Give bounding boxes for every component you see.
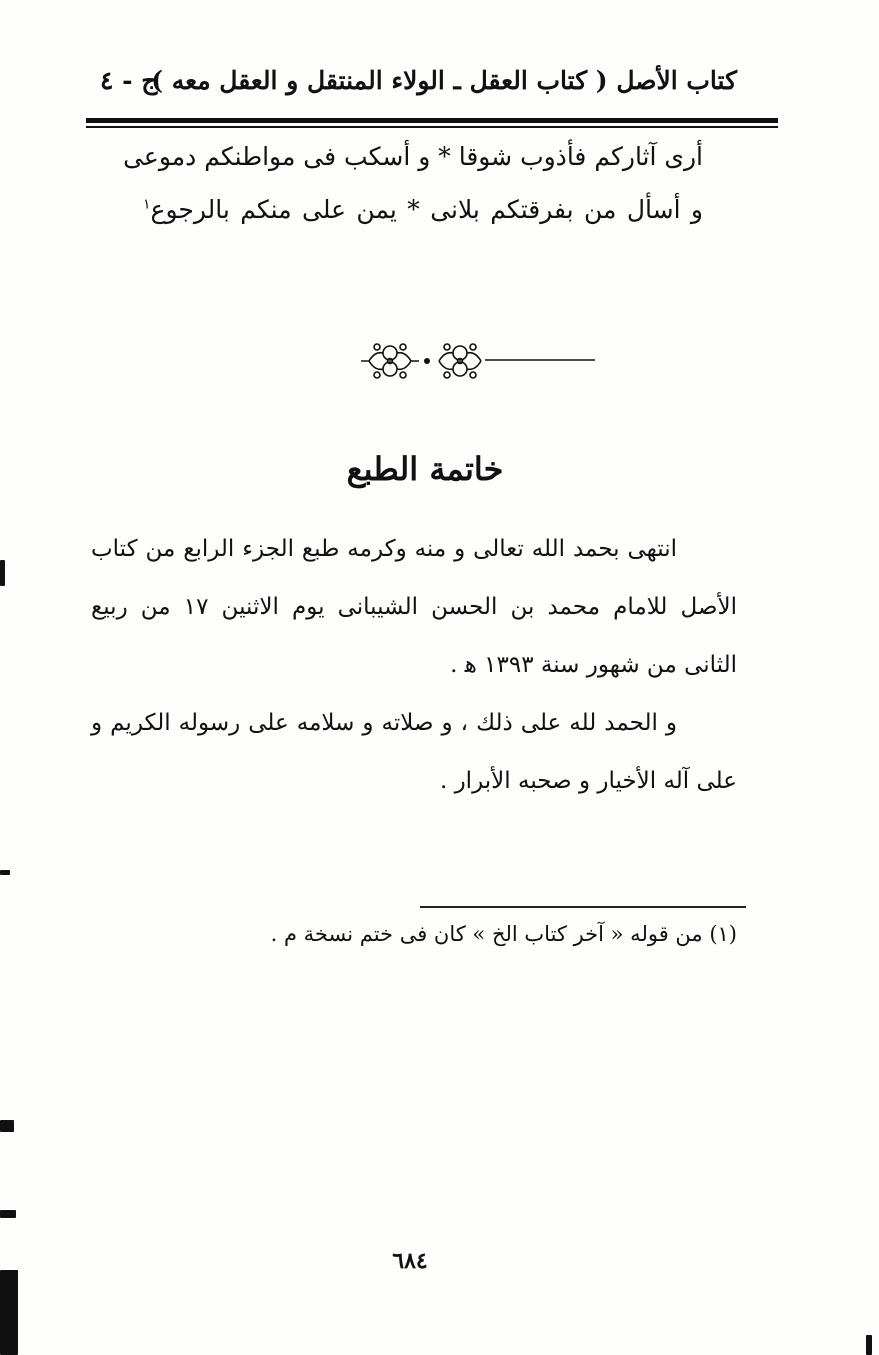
ornament-divider	[355, 336, 605, 386]
colophon-paragraph-1: انتهى بحمد الله تعالى و منه وكرمه طبع الجزء الرابع من كتاب الأصل للامام محمد بن الحسن الشيبانى يوم الاثنين ١٧ من ربيع الثانى من شهور سنة ١٣٩٣ ﻫ .	[91, 536, 737, 678]
scan-artifact	[0, 1210, 16, 1218]
page-number: ٦٨٤	[392, 1248, 428, 1274]
colophon-heading: خاتمة الطبع	[346, 450, 504, 488]
footnote: (١) من قوله « آخر كتاب الخ » كان فى ختم نسخة م .	[270, 922, 737, 946]
poem-line-2-text: و أسأل من بفرقتكم بلانى * يمن على منكم بالرجوع	[150, 195, 703, 224]
scan-artifact	[0, 560, 5, 586]
floral-ornament-left	[361, 344, 419, 378]
scan-artifact	[866, 1335, 872, 1355]
scan-artifact	[0, 1270, 18, 1355]
scan-artifact	[0, 1120, 14, 1132]
poem-line-1-text: أرى آثاركم فأذوب شوقا * و أسكب فى مواطنكم دموعى	[123, 142, 703, 171]
footnote-reference-marker: ١	[143, 196, 151, 213]
running-header-volume: ج - ٤	[100, 66, 158, 95]
poem-line-1	[123, 142, 703, 171]
running-header-title: كتاب الأصل ( كتاب العقل ـ الولاء المنتقل و العقل معه )	[151, 66, 737, 95]
poem-line-2	[143, 195, 703, 224]
floral-ornament-right	[439, 344, 481, 378]
scan-artifact	[0, 870, 10, 875]
footnote-separator	[420, 906, 746, 908]
colophon-paragraph-2: و الحمد لله على ذلك ، و صلاته و سلامه على رسوله الكريم و على آله الأخيار و صحبه الأبرار .	[91, 710, 737, 794]
header-rule-thick	[86, 118, 778, 123]
center-star-ornament	[424, 358, 430, 364]
header-rule-thin	[86, 126, 778, 128]
